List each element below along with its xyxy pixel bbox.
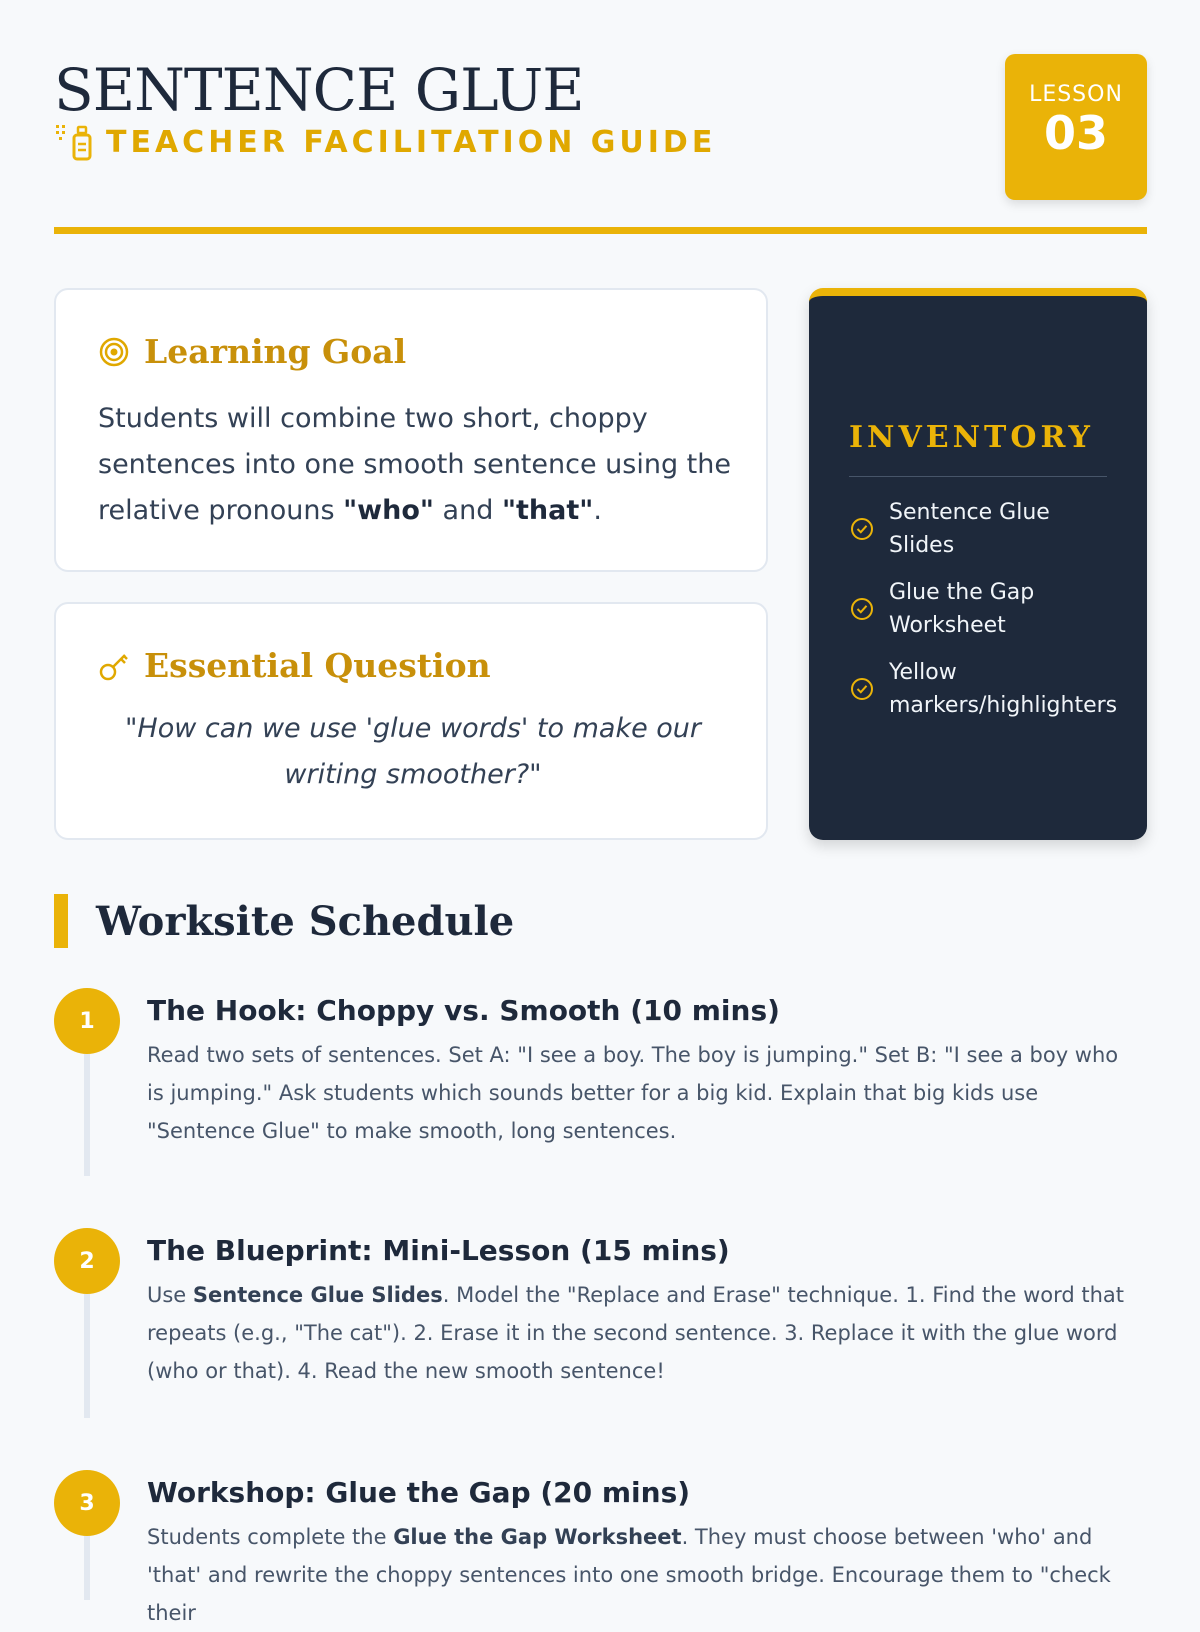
step-description-start: Use xyxy=(147,1283,193,1307)
page-subtitle: TEACHER FACILITATION GUIDE xyxy=(106,124,717,160)
schedule-step xyxy=(54,1470,1147,1625)
learning-goal-text xyxy=(98,396,738,534)
timeline-connector xyxy=(84,1294,90,1418)
guide-header xyxy=(54,0,1147,235)
inventory-divider xyxy=(849,476,1107,477)
inventory-item-label: Glue the Gap Worksheet xyxy=(889,580,1035,638)
inventory-item xyxy=(849,496,1119,562)
key-icon xyxy=(98,650,130,682)
step-description-start: Read two sets of sentences. Set A: "I see a boy. The boy is jumping." Set B: "I see a boy who is jumping." Ask students which sounds better for a big kid. Explain that big kids use "Sentence Glue" to make smooth, long sentences. xyxy=(147,1043,1119,1143)
glue-bottle-icon xyxy=(54,122,94,162)
inventory-panel xyxy=(809,288,1147,840)
step-number-badge: 1 xyxy=(54,988,120,1054)
check-circle-icon xyxy=(849,676,875,702)
goal-keyword-that: "that" xyxy=(501,495,594,526)
inventory-item xyxy=(849,576,1119,642)
step-title: The Blueprint: Mini-Lesson (15 mins) xyxy=(147,1234,730,1267)
essential-question-title: Essential Question xyxy=(144,646,491,685)
step-number-badge: 3 xyxy=(54,1470,120,1536)
learning-goal-title: Learning Goal xyxy=(144,332,407,371)
goal-text-end: . xyxy=(593,495,602,526)
schedule-step xyxy=(54,1228,1147,1428)
lesson-badge xyxy=(1005,54,1147,200)
schedule-step xyxy=(54,988,1147,1188)
learning-goal-card xyxy=(54,288,768,572)
essential-question-heading xyxy=(98,646,491,685)
lesson-guide-page xyxy=(54,0,1147,1625)
check-circle-icon xyxy=(849,516,875,542)
schedule-heading-bar xyxy=(54,894,68,948)
step-description-end: . Model the "Replace and Erase" technique. 1. Find the word that repeats (e.g., "The cat"). 2. Erase it in the second sentence. 3. Replace it with the glue word (who or that). 4. Read the new smooth sentence! xyxy=(147,1283,1125,1383)
inventory-item-label: Yellow markers/highlighters xyxy=(889,660,1118,718)
timeline-connector xyxy=(84,1054,90,1176)
step-number-badge: 2 xyxy=(54,1228,120,1294)
header-divider xyxy=(54,227,1147,234)
timeline-connector xyxy=(84,1536,90,1600)
step-description xyxy=(147,1518,1137,1632)
essential-question-text: "How can we use 'glue words' to make our writing smoother?" xyxy=(124,713,702,790)
check-circle-icon xyxy=(849,596,875,622)
step-title: The Hook: Choppy vs. Smooth (10 mins) xyxy=(147,994,780,1027)
goal-text-middle: and xyxy=(433,495,502,526)
step-description-bold: Sentence Glue Slides xyxy=(192,1283,443,1307)
page-title: SENTENCE GLUE xyxy=(54,56,584,124)
inventory-item-label: Sentence Glue Slides xyxy=(889,500,1050,558)
step-description-start: Students complete the xyxy=(147,1525,394,1549)
goal-keyword-who: "who" xyxy=(343,495,434,526)
step-title: Workshop: Glue the Gap (20 mins) xyxy=(147,1476,691,1509)
learning-goal-heading xyxy=(98,332,406,371)
goal-text-start: Students will combine two short, choppy sentences into one smooth sentence using the relative pronouns xyxy=(98,403,731,526)
inventory-title: INVENTORY xyxy=(849,420,1094,455)
step-description xyxy=(147,1276,1137,1390)
schedule-heading xyxy=(54,894,514,948)
inventory-list xyxy=(849,496,1119,736)
target-icon xyxy=(98,336,130,368)
lesson-label: LESSON xyxy=(1029,82,1123,107)
inventory-item xyxy=(849,656,1119,722)
subtitle-row xyxy=(54,122,716,162)
lesson-number: 03 xyxy=(1043,106,1108,160)
step-description-end: . They must choose between 'who' and 'that' and rewrite the choppy sentences into one smooth bridge. Encourage them to "check their xyxy=(147,1525,1111,1625)
schedule-title: Worksite Schedule xyxy=(96,897,515,945)
step-description-bold: Glue the Gap Worksheet xyxy=(393,1525,682,1549)
step-description xyxy=(147,1036,1137,1150)
essential-question-card xyxy=(54,602,768,840)
